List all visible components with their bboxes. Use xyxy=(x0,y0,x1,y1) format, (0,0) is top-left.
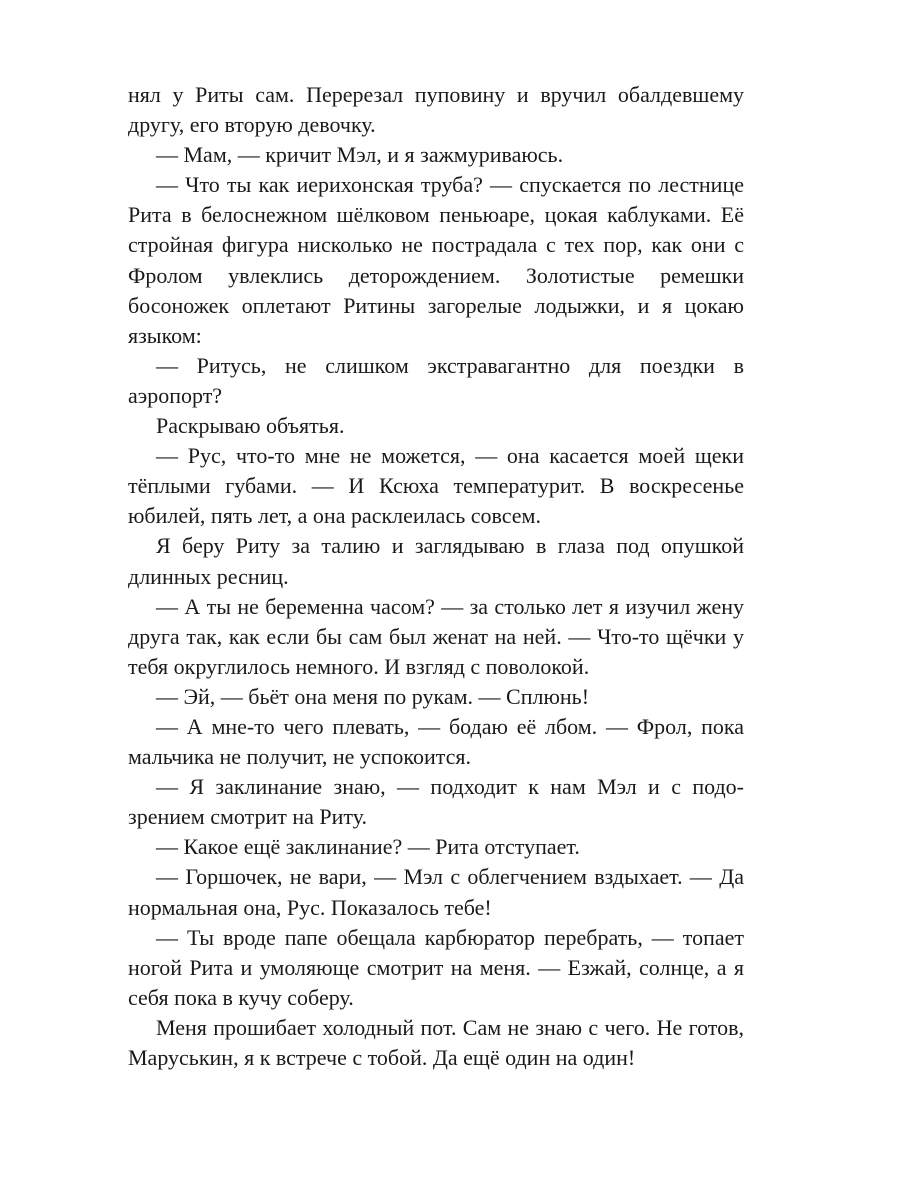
paragraph: Меня прошибает холодный пот. Сам не знаю с чего. Не готов, Маруськин, я к встрече с тобой. Да ещё один на один! xyxy=(128,1014,744,1070)
paragraph: — Ритусь, не слишком экстравагантно для поездки в аэропорт? xyxy=(128,352,744,408)
paragraph: Я беру Риту за талию и заглядываю в глаза под опушкой длинных ресниц. xyxy=(128,533,744,589)
paragraph: — Что ты как иерихонская труба? — спускается по лестнице Рита в белоснежном шёлковом пеньюаре, цокая каблуками. Её стройная фигура нисколько не пострадала с тех пор, как они с Фролом увлеклись деторождением. Золотистые ремешки босоножек оплетают Ритины загорелые лодыжки, и я цокаю языком: xyxy=(128,172,744,348)
paragraph: Раскрываю объятья. xyxy=(156,413,345,439)
paragraph: — Эй, — бьёт она меня по рукам. — Сплюнь! xyxy=(156,683,590,709)
paragraph: нял у Риты сам. Перерезал пуповину и вручил обалдевшему другу, его вторую девочку. xyxy=(128,82,744,138)
paragraph: — А мне-то чего плевать, — бодаю её лбом. — Фрол, пока мальчика не получит, не успокоится. xyxy=(128,713,744,770)
paragraph: — Какое ещё заклинание? — Рита отступает. xyxy=(156,834,580,860)
paragraph: — Ты вроде папе обещала карбюратор перебрать, — топает ногой Рита и умоляюще смотрит на меня. — Езжай, солнце, а я себя пока в кучу соберу. xyxy=(128,924,744,1010)
paragraph: — Мам, — кричит Мэл, и я зажмуриваюсь. xyxy=(156,142,564,168)
page-text xyxy=(128,80,744,1073)
paragraph: — Рус, что-то мне не можется, — она касается моей щеки тёплыми губами. — И Ксюха температурит. В воскресенье юбилей, пять лет, а она расклеилась совсем. xyxy=(128,443,744,529)
paragraph: — А ты не беременна часом? — за столько лет я изучил жену друга так, как если бы сам был женат на ней. — Что-то щёчки у тебя округлилось немного. И взгляд с поволокой. xyxy=(128,593,744,679)
paragraph: — Горшочек, не вари, — Мэл с облегчением вздыхает. — Да нормальная она, Рус. Показалось тебе! xyxy=(128,864,744,920)
paragraph: — Я заклинание знаю, — подходит к нам Мэл и с подозрением смотрит на Риту. xyxy=(128,774,744,830)
